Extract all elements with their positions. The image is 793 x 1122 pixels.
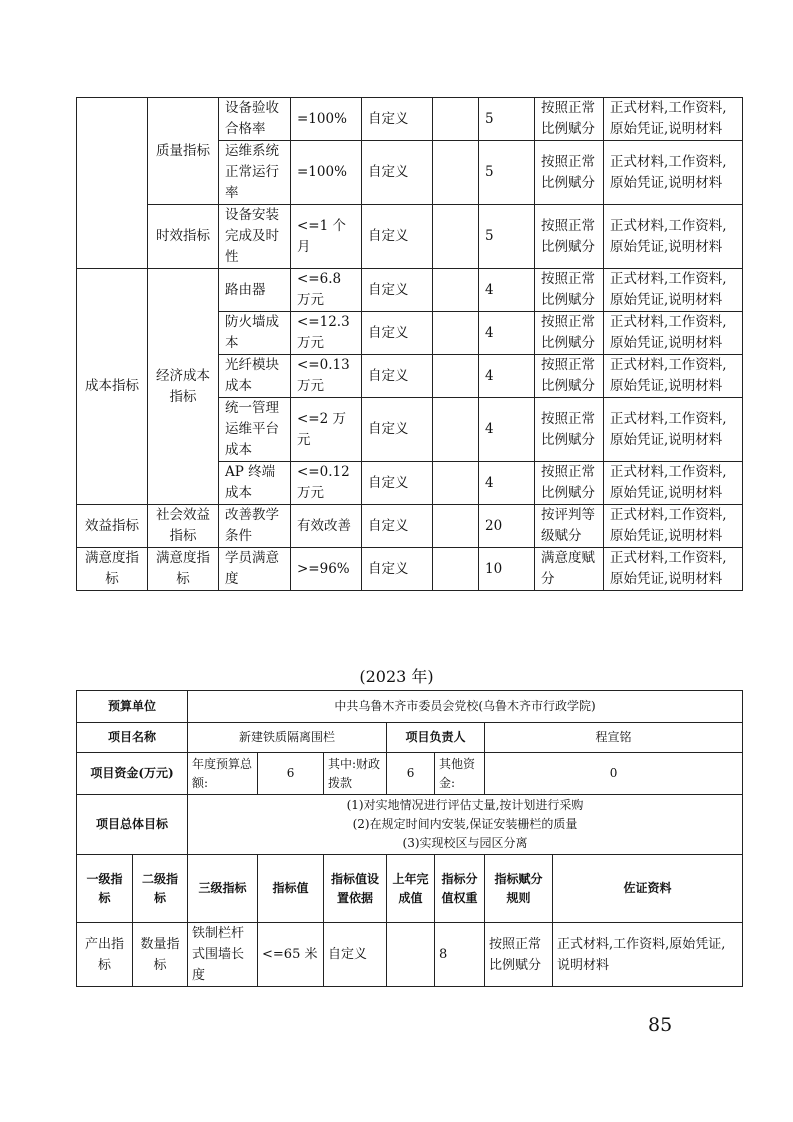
weight-cell: 5 [479,98,535,141]
table-row [77,923,743,987]
l3-cell: 运维系统正常运行率 [219,141,291,205]
header-last-year: 上年完成值 [387,855,435,923]
table-row [77,269,743,312]
done-cell [433,505,479,548]
table-row [77,505,743,548]
basis-cell: 自定义 [362,355,433,398]
basis-cell: 自定义 [362,269,433,312]
rule-cell: 满意度赋分 [535,548,604,591]
goal-line: (2)在规定时间内安装,保证安装栅栏的质量 [352,817,578,831]
page-number: 85 [648,1014,673,1036]
rule-cell: 按照正常比例赋分 [535,141,604,205]
project-name-value: 新建铁质隔离围栏 [188,723,387,753]
rule-cell: 按照正常比例赋分 [535,462,604,505]
basis-cell: 自定义 [362,312,433,355]
l2-cell: 时效指标 [148,205,219,269]
weight-cell: 10 [479,548,535,591]
header-basis: 指标值设置依据 [324,855,387,923]
done-cell [433,205,479,269]
l3-cell: 学员满意度 [219,548,291,591]
l2-cell: 数量指标 [133,923,188,987]
value-cell: <=0.13 万元 [291,355,362,398]
evidence-cell: 正式材料,工作资料,原始凭证,说明材料 [604,355,743,398]
value-cell: =100% [291,98,362,141]
l3-cell: 光纤模块成本 [219,355,291,398]
weight-cell: 4 [479,269,535,312]
budget-unit-label: 预算单位 [77,691,188,723]
rule-cell: 按照正常比例赋分 [535,398,604,462]
rule-cell: 按照正常比例赋分 [535,355,604,398]
basis-cell: 自定义 [324,923,387,987]
table-row [77,795,743,855]
basis-cell: 自定义 [362,505,433,548]
evidence-cell: 正式材料,工作资料,原始凭证,说明材料 [604,398,743,462]
other-fund-value: 0 [485,753,743,795]
done-cell [433,141,479,205]
finance-value: 6 [387,753,435,795]
project-owner-label: 项目负责人 [387,723,485,753]
rule-cell: 按照正常比例赋分 [535,205,604,269]
evidence-cell: 正式材料,工作资料,原始凭证,说明材料 [553,923,743,987]
weight-cell: 4 [479,398,535,462]
weight-cell: 4 [479,462,535,505]
evidence-cell: 正式材料,工作资料,原始凭证,说明材料 [604,205,743,269]
l1-cell: 效益指标 [77,505,148,548]
basis-cell: 自定义 [362,548,433,591]
l3-cell: 铁制栏杆式围墙长度 [188,923,258,987]
other-fund-label: 其他资金: [435,753,485,795]
basis-cell: 自定义 [362,141,433,205]
done-cell [433,98,479,141]
evidence-cell: 正式材料,工作资料,原始凭证,说明材料 [604,312,743,355]
rule-cell: 按照正常比例赋分 [535,269,604,312]
evidence-cell: 正式材料,工作资料,原始凭证,说明材料 [604,505,743,548]
evidence-cell: 正式材料,工作资料,原始凭证,说明材料 [604,269,743,312]
header-value: 指标值 [258,855,324,923]
annual-budget-label: 年度预算总额: [188,753,258,795]
basis-cell: 自定义 [362,205,433,269]
header-rule: 指标赋分规则 [485,855,553,923]
value-cell: <=6.8 万元 [291,269,362,312]
budget-unit-value: 中共乌鲁木齐市委员会党校(乌鲁木齐市行政学院) [188,691,743,723]
basis-cell: 自定义 [362,462,433,505]
basis-cell: 自定义 [362,398,433,462]
header-evidence: 佐证资料 [553,855,743,923]
annual-budget-value: 6 [258,753,324,795]
goal-line: (3)实现校区与园区分离 [402,836,528,850]
value-cell: <=2 万元 [291,398,362,462]
l1-cell-empty [77,98,148,269]
l3-cell: 防火墙成本 [219,312,291,355]
weight-cell: 8 [435,923,485,987]
done-cell [433,548,479,591]
rule-cell: 按照正常比例赋分 [535,312,604,355]
header-weight: 指标分值权重 [435,855,485,923]
rule-cell: 按照正常比例赋分 [485,923,553,987]
l3-cell: 路由器 [219,269,291,312]
value-cell: <=65 米 [258,923,324,987]
overall-goal-cell [188,795,743,855]
weight-cell: 5 [479,205,535,269]
table-row [77,205,743,269]
done-cell [433,355,479,398]
project-owner-value: 程宣铭 [485,723,743,753]
l2-cell: 经济成本指标 [148,269,219,505]
table-row [77,548,743,591]
header-l1: 一级指标 [77,855,133,923]
rule-cell: 按照正常比例赋分 [535,98,604,141]
done-cell [433,462,479,505]
evidence-cell: 正式材料,工作资料,原始凭证,说明材料 [604,98,743,141]
done-cell [433,398,479,462]
done-cell [433,312,479,355]
value-cell: >=96% [291,548,362,591]
value-cell: =100% [291,141,362,205]
value-cell: 有效改善 [291,505,362,548]
l3-cell: 设备安装完成及时性 [219,205,291,269]
l2-cell: 满意度指标 [148,548,219,591]
l1-cell: 满意度指标 [77,548,148,591]
finance-label: 其中:财政拨款 [324,753,387,795]
value-cell: <=1 个月 [291,205,362,269]
l2-cell: 社会效益指标 [148,505,219,548]
table-row [77,691,743,723]
table-row [77,753,743,795]
indicator-table-continued [76,97,743,591]
l3-cell: 改善教学条件 [219,505,291,548]
project-name-label: 项目名称 [77,723,188,753]
header-l3: 三级指标 [188,855,258,923]
basis-cell: 自定义 [362,98,433,141]
weight-cell: 5 [479,141,535,205]
project-performance-table [76,690,743,987]
evidence-cell: 正式材料,工作资料,原始凭证,说明材料 [604,141,743,205]
header-row [77,855,743,923]
evidence-cell: 正式材料,工作资料,原始凭证,说明材料 [604,548,743,591]
done-cell [433,269,479,312]
done-cell [387,923,435,987]
evidence-cell: 正式材料,工作资料,原始凭证,说明材料 [604,462,743,505]
value-cell: <=12.3 万元 [291,312,362,355]
fund-label: 项目资金(万元) [77,753,188,795]
header-l2: 二级指标 [133,855,188,923]
l3-cell: AP 终端成本 [219,462,291,505]
weight-cell: 4 [479,312,535,355]
year-title: (2023 年) [359,667,434,686]
table-row [77,98,743,141]
l3-cell: 设备验收合格率 [219,98,291,141]
weight-cell: 4 [479,355,535,398]
l1-cell: 成本指标 [77,269,148,505]
value-cell: <=0.12 万元 [291,462,362,505]
l1-cell: 产出指标 [77,923,133,987]
overall-goal-label: 项目总体目标 [77,795,188,855]
l2-cell: 质量指标 [148,98,219,205]
rule-cell: 按评判等级赋分 [535,505,604,548]
l3-cell: 统一管理运维平台成本 [219,398,291,462]
weight-cell: 20 [479,505,535,548]
table-row [77,723,743,753]
goal-line: (1)对实地情况进行评估丈量,按计划进行采购 [346,798,584,812]
